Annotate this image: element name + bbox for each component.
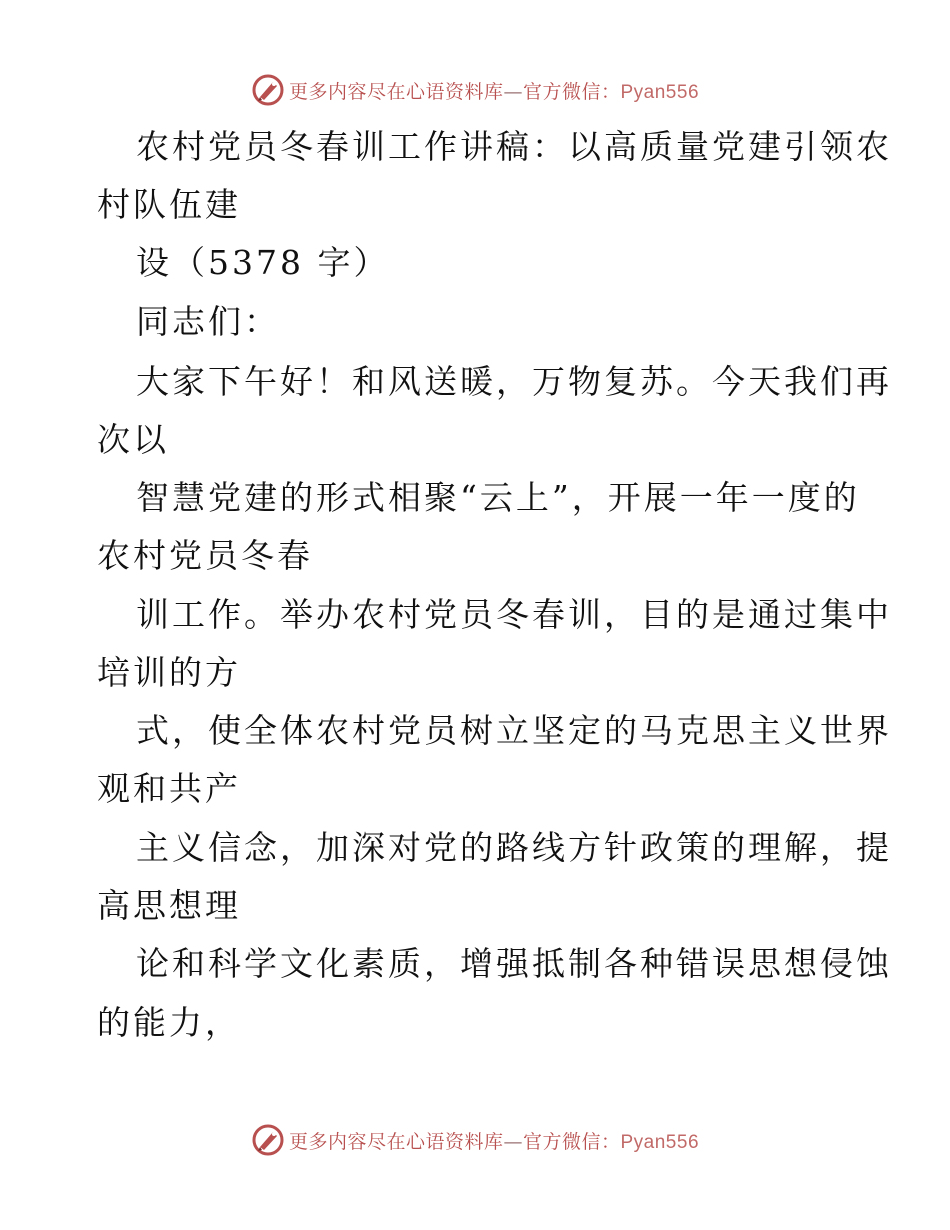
paragraph-line: 的能力，: [97, 1003, 241, 1042]
pen-logo-icon: [251, 73, 285, 107]
footer-watermark: [0, 1120, 950, 1160]
watermark-text: 更多内容尽在心语资料库—官方微信：Pyan556: [288, 80, 700, 103]
title-line-3: 设（5378 字）: [136, 243, 390, 282]
paragraph-line: 智慧党建的形式相聚“云上”，开展一年一度的: [136, 478, 860, 517]
paragraph-line: 主义信念，加深对党的路线方针政策的理解，提: [136, 828, 892, 867]
title-line-2: 村队伍建: [97, 185, 241, 224]
paragraph-line: 式，使全体农村党员树立坚定的马克思主义世界: [136, 711, 892, 750]
paragraph-line: 次以: [97, 420, 169, 459]
title-line-1: 农村党员冬春训工作讲稿：以高质量党建引领农: [136, 127, 892, 166]
paragraph-line: 培训的方: [97, 653, 241, 692]
paragraph-line: 大家下午好！和风送暖，万物复苏。今天我们再: [136, 362, 892, 401]
paragraph-line: 农村党员冬春: [97, 536, 313, 575]
watermark-text: 更多内容尽在心语资料库—官方微信：Pyan556: [288, 1130, 700, 1153]
paragraph-line: 训工作。举办农村党员冬春训，目的是通过集中: [136, 595, 892, 634]
salutation: 同志们：: [136, 302, 280, 341]
paragraph-line: 高思想理: [97, 886, 241, 925]
pen-logo-icon: [251, 1123, 285, 1157]
header-watermark: [0, 70, 950, 110]
paragraph-line: 观和共产: [97, 769, 241, 808]
paragraph-line: 论和科学文化素质，增强抵制各种错误思想侵蚀: [136, 944, 892, 983]
